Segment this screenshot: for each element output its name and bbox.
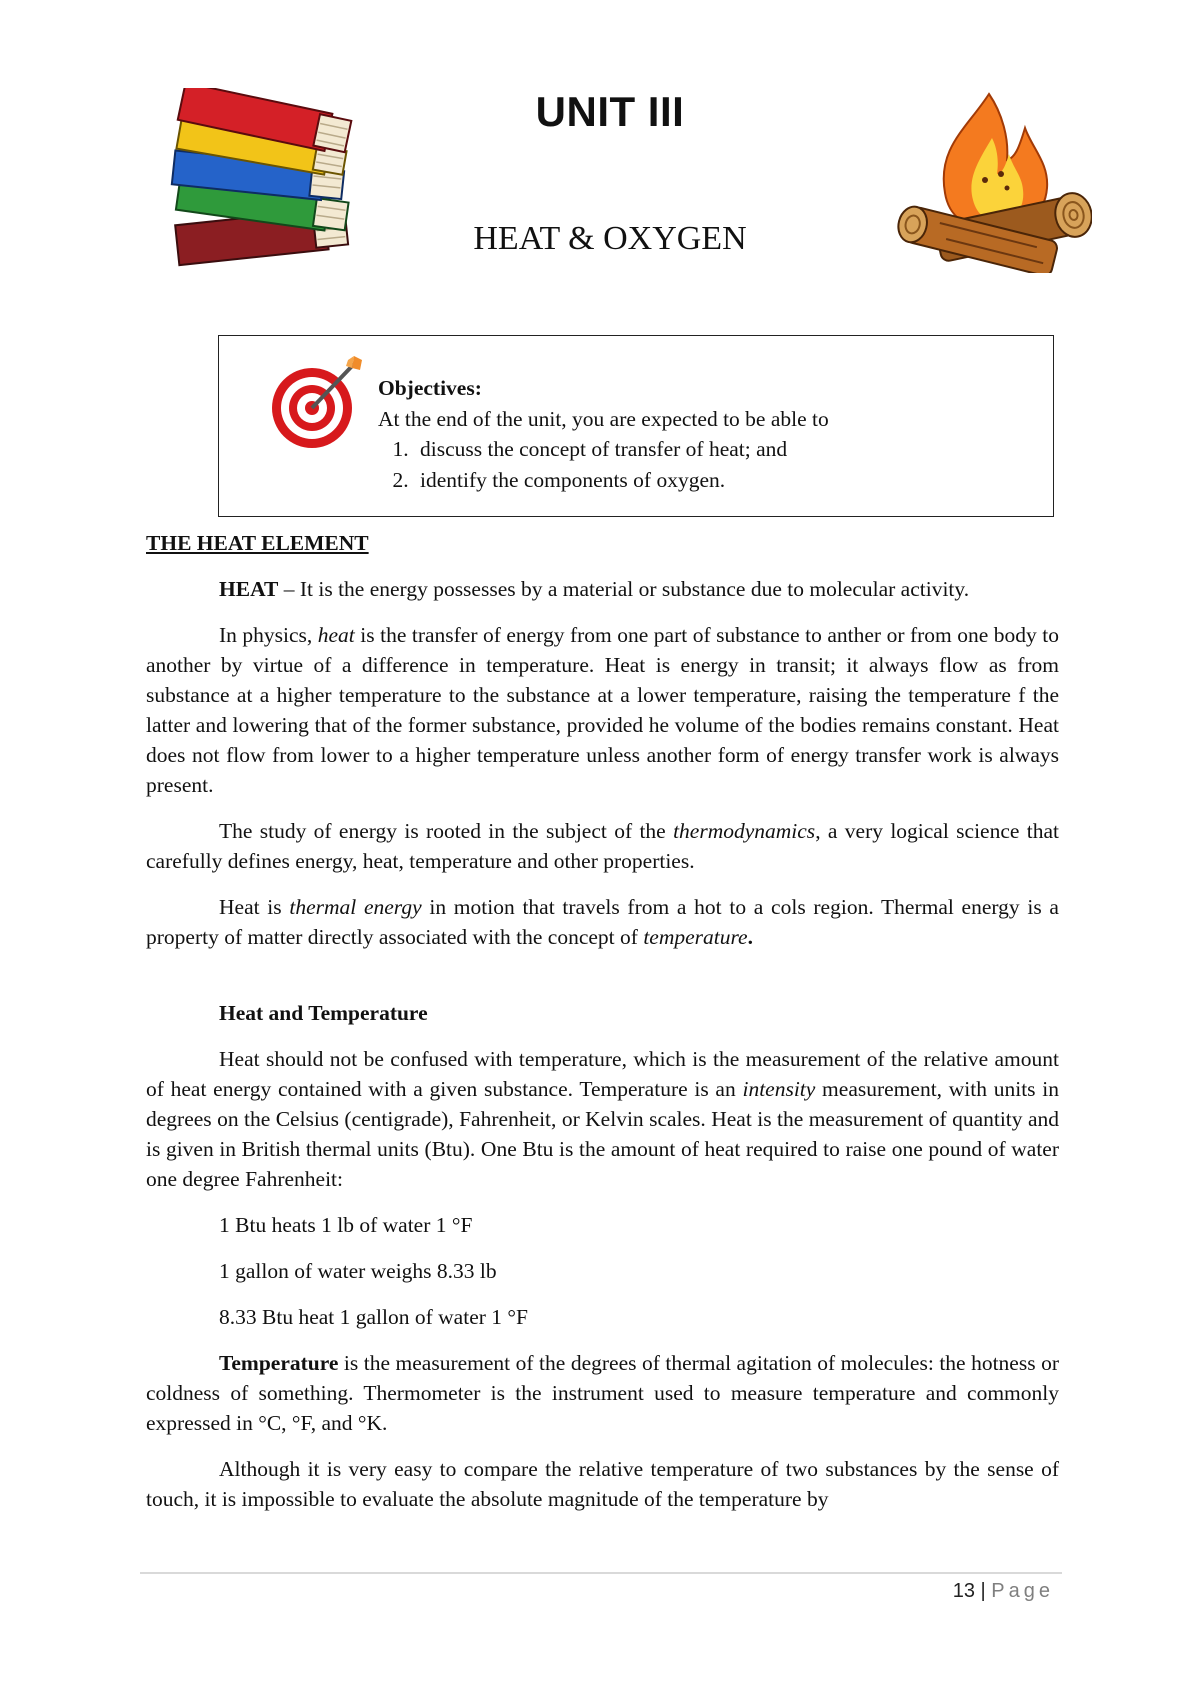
- heat-definition: [146, 574, 1059, 604]
- emphasis: heat: [317, 623, 355, 647]
- heat-term: HEAT: [219, 577, 279, 601]
- temperature-term: Temperature: [219, 1351, 339, 1375]
- text-span: The study of energy is rooted in the subject of the: [219, 819, 674, 843]
- objectives-list: [378, 434, 829, 495]
- paragraph-thermal-energy: [146, 892, 1059, 952]
- paragraph-physics: [146, 620, 1059, 800]
- text-span: is the measurement of the degrees of thermal agitation of molecules: the hotness or coldness of something. Thermometer is the instrument used to measure temperature and commonly expressed in °C, °F, and °K.: [146, 1351, 1059, 1435]
- paragraph-touch: Although it is very easy to compare the relative temperature of two substances by the sense of touch, it is impossible to evaluate the absolute magnitude of the temperature by: [146, 1457, 1059, 1511]
- footer-divider: [140, 1572, 1062, 1574]
- heat-definition-text: – It is the energy possesses by a material or substance due to molecular activity.: [278, 577, 970, 601]
- text-span: measurement, with units in degrees on the Celsius (centigrade), Fahrenheit, or Kelvin scales. Heat is the measurement of quantity and is given in British thermal units (Btu). One Btu is the amount of heat required to raise one pound of water one degree Fahrenheit:: [146, 1077, 1059, 1191]
- text-span: , a very logical science that carefully defines energy, heat, temperature and other properties.: [146, 819, 1059, 873]
- formula-line: 1 Btu heats 1 lb of water 1 °F: [219, 1213, 473, 1237]
- unit-subtitle: HEAT & OXYGEN: [473, 220, 747, 257]
- text-span: .: [747, 925, 753, 949]
- paragraph-heat-vs-temp: [146, 1044, 1059, 1194]
- section-heading: THE HEAT ELEMENT: [146, 531, 369, 555]
- unit-title: UNIT III: [535, 88, 685, 135]
- footer-separator: |: [974, 1580, 992, 1602]
- emphasis: intensity: [742, 1077, 816, 1101]
- emphasis: thermal energy: [289, 895, 422, 919]
- formula-line: 8.33 Btu heat 1 gallon of water 1 °F: [219, 1305, 528, 1329]
- page-footer: [953, 1580, 1054, 1603]
- text-span: Heat is: [219, 895, 290, 919]
- campfire-icon: [897, 88, 1092, 278]
- objective-item: 2. identify the components of oxygen.: [414, 465, 829, 496]
- objective-item: 1. discuss the concept of transfer of heat; and: [414, 434, 829, 465]
- subsection-heading: Heat and Temperature: [219, 1001, 428, 1025]
- paragraph-thermodynamics: [146, 816, 1059, 876]
- text-span: is the transfer of energy from one part of substance to anther or from one body to another by virtue of a difference in temperature. Heat is energy in transit; it always flow as from substance at a higher temperature to the substance at a lower temperature, raising the temperature f the latter and lowering that of the former substance, provided he volume of the bodies remains constant. Heat does not flow from lower to a higher temperature unless another form of energy transfer work is always present.: [146, 623, 1059, 797]
- objectives-content: [378, 373, 829, 495]
- page-word: Page: [991, 1580, 1054, 1602]
- emphasis: temperature: [643, 925, 748, 949]
- objectives-heading: Objectives:: [378, 376, 482, 400]
- paragraph-temperature: [146, 1348, 1059, 1438]
- formula-line: 1 gallon of water weighs 8.33 lb: [219, 1259, 497, 1283]
- page-number: 13: [952, 1580, 975, 1602]
- text-span: Heat should not be confused with temperature, which is the measurement of the relative amount of heat energy contained with a given substance. Temperature is an: [146, 1047, 1059, 1101]
- target-arrow-icon: [270, 352, 370, 457]
- objectives-intro: At the end of the unit, you are expected to be able to: [378, 406, 829, 431]
- body-content: [146, 528, 1059, 1530]
- stack-of-books-icon: [165, 88, 365, 278]
- text-span: in motion that travels from a hot to a cols region. Thermal energy is a property of matter directly associated with the concept of: [146, 895, 1059, 949]
- emphasis: thermodynamics: [673, 819, 816, 843]
- text-span: In physics,: [219, 623, 318, 647]
